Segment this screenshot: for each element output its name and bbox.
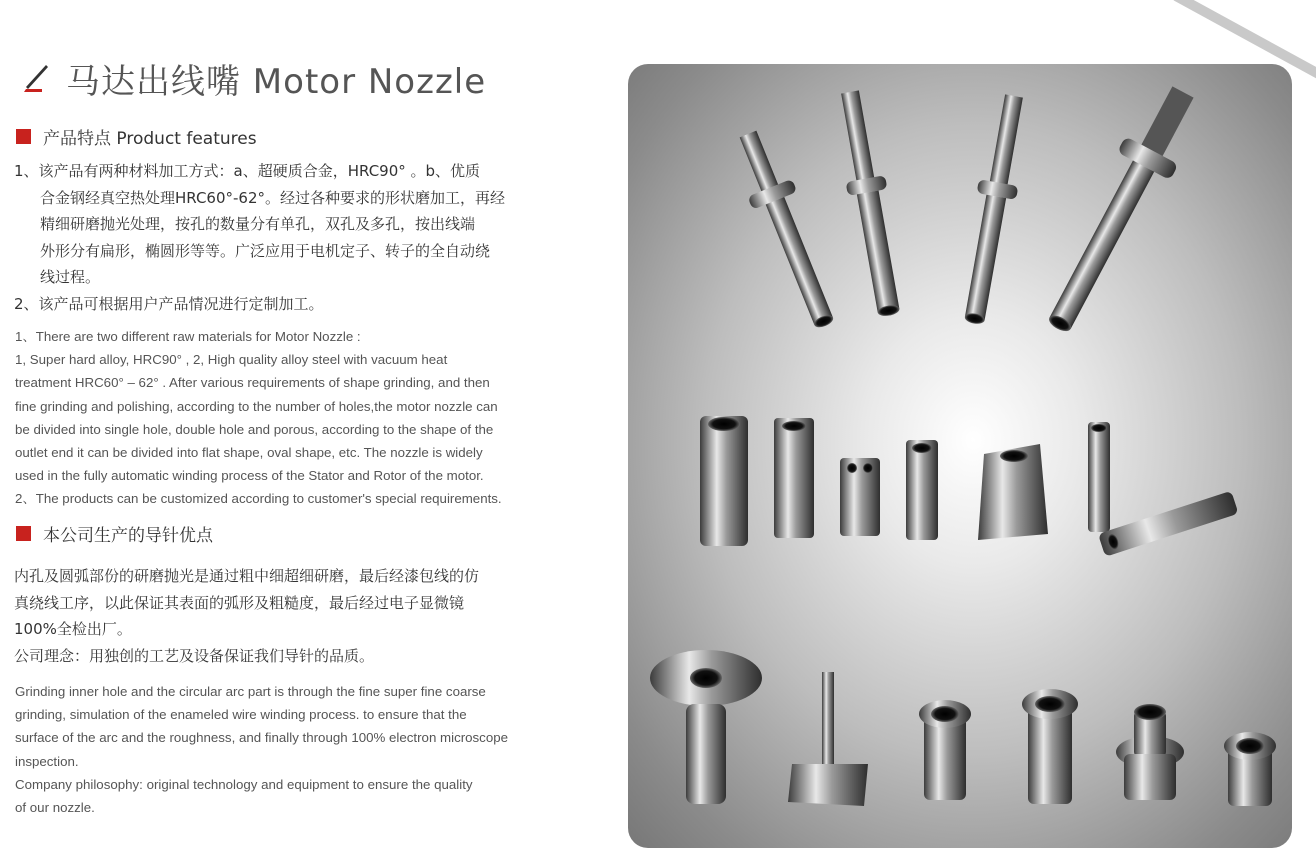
- title-text: 马达出线嘴 Motor Nozzle: [66, 61, 487, 102]
- long-nozzle-2: [830, 89, 909, 319]
- product-photo: [628, 64, 1292, 848]
- flange-nozzle: [650, 650, 762, 804]
- features-cn-text: 1、该产品有两种材料加工方式：a、超硬质合金，HRC90° 。b、优质 合金钢经真空热处理HRC60°-62°。经过各种要求的形状磨加工，再经 精细研磨抛光处理，按孔的数量分有单孔，双孔及多孔，按出线端 外形分有扁形，椭圆形等等。广泛应用于电机定子、转子的全自动绕 线过程。 2、该产品可根据用户产品情况进行定制加工。: [14, 162, 506, 313]
- thin-nozzle: [1088, 422, 1110, 532]
- section-heading-features: 产品特点 Product features: [16, 124, 257, 149]
- long-nozzle-1: [726, 125, 848, 335]
- nozzle-illustration: [628, 64, 1292, 848]
- advantages-en-text: Grinding inner hole and the circular arc part is through the fine super fine coarse grinding, simulation of the enameled wire winding process. to ensure that the surface of the arc and the roughness, and finally through 100% electron microscope inspection. Company philosophy: original technology and equipment to ensure the quality of our nozzle.: [15, 684, 509, 816]
- flat-nozzle-3: [906, 440, 938, 540]
- section-heading-advantages: 本公司生产的导针优点: [16, 521, 213, 546]
- flat-nozzle-1: [700, 416, 748, 546]
- cup-nozzle-3: [1224, 732, 1276, 806]
- flat-nozzle-2: [774, 418, 814, 538]
- features-en-text: 1、There are two different raw materials for Motor Nozzle : 1, Super hard alloy, HRC90° , 2, High quality alloy steel with vacuum heat treatment HRC60° – 62° . After various requirements of shape grinding, and then fine grinding and polishing, according to the number of holes,the motor nozzle can be divided into single hole, double hole and porous, according to the shape of the outlet end it can be divided into flat shape, oval shape, etc. The nozzle is widely used in the fully automatic winding process of the Stator and Rotor of the motor. 2、The products can be customized according to customer's special requirements.: [15, 329, 502, 507]
- cup-nozzle-1: [919, 700, 971, 800]
- stepped-nozzle: [1116, 704, 1184, 800]
- page-title: [22, 52, 486, 104]
- pin-nozzle: [788, 672, 868, 806]
- horizontal-nozzle: [1098, 491, 1239, 557]
- red-square-icon: [16, 526, 31, 541]
- cup-nozzle-2: [1022, 689, 1078, 804]
- angled-nozzle: [978, 444, 1048, 540]
- double-hole-nozzle: [840, 458, 880, 536]
- red-square-icon: [16, 129, 31, 144]
- long-nozzle-3: [954, 93, 1034, 327]
- advantages-cn-text: 内孔及圆弧部份的研磨抛光是通过粗中细超细研磨，最后经漆包线的仿 真绕线工序，以此保证其表面的弧形及粗糙度，最后经过电子显微镜 100%全检出厂。 公司理念：用独创的工艺及设备保证我们导针的品质。: [14, 567, 480, 665]
- long-nozzle-4: [1031, 78, 1210, 343]
- title-mark-icon: [22, 63, 50, 93]
